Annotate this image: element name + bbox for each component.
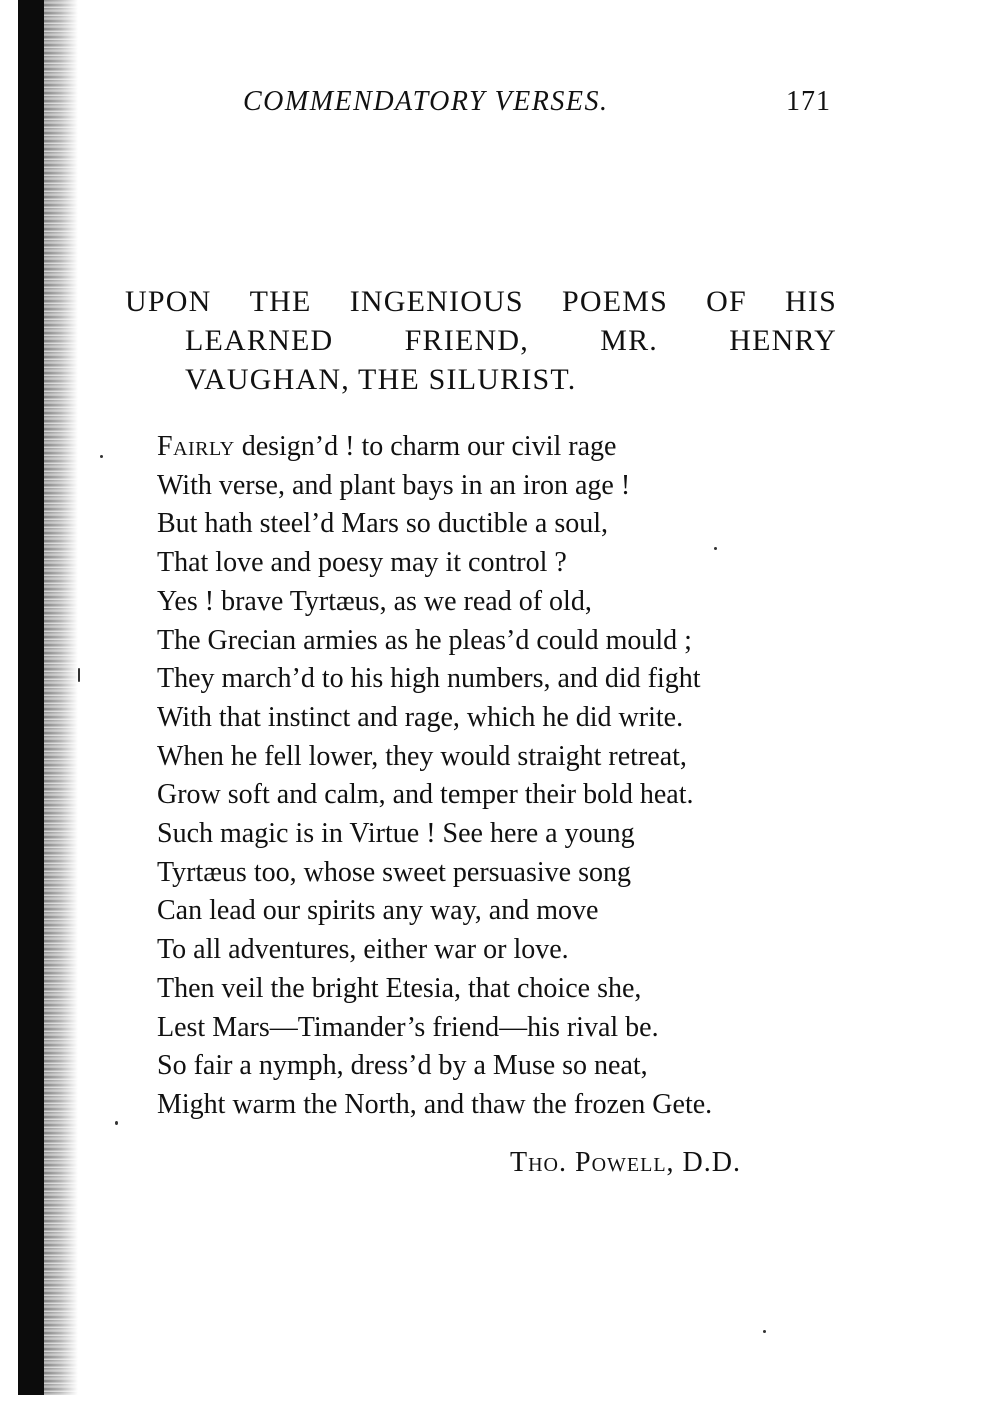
poem-line: With that instinct and rage, which he did write. (157, 701, 684, 733)
poem-line: Lest Mars—Timander’s friend—his rival be. (157, 1011, 659, 1043)
poem-line: When he fell lower, they would straight retreat, (157, 740, 687, 772)
poem-line: Grow soft and calm, and temper their bold heat. (157, 779, 694, 811)
poem-line: To all adventures, either war or love. (157, 934, 569, 966)
page-binding-shadow (0, 0, 80, 1417)
title-word: HENRY (729, 324, 837, 357)
poem-line: Such magic is in Virtue ! See here a young (157, 818, 635, 850)
title-word: POEMS (561, 285, 668, 318)
print-speck (100, 455, 103, 458)
poem-line: That love and poesy may it control ? (157, 547, 567, 579)
print-speck (714, 547, 717, 550)
poem-line: Then veil the bright Etesia, that choice she, (157, 972, 642, 1004)
title-word: OF (706, 285, 747, 318)
author-signature: Tho. Powell, D.D. (510, 1147, 741, 1178)
binding-edge (18, 0, 44, 1395)
title-word: FRIEND, (404, 324, 529, 357)
title-line-1 (125, 282, 837, 321)
print-speck (78, 668, 80, 682)
print-speck (115, 1121, 118, 1125)
poem-line: Can lead our spirits any way, and move (157, 895, 599, 927)
poem-line: With verse, and plant bays in an iron age ! (157, 469, 631, 501)
title-word: THE (249, 285, 312, 318)
title-word: HIS (785, 285, 837, 318)
poem-line: But hath steel’d Mars so ductible a soul, (157, 508, 609, 540)
title-word: INGENIOUS (349, 285, 524, 318)
page-number: 171 (786, 86, 831, 117)
title-word: MR. (600, 324, 658, 357)
opening-word: Fairly (157, 431, 235, 462)
poem-line: The Grecian armies as he pleas’d could mould ; (157, 624, 692, 656)
title-word: LEARNED (185, 324, 334, 357)
poem-line: So fair a nymph, dress’d by a Muse so neat, (157, 1050, 648, 1082)
poem-body (157, 428, 712, 1125)
title-line-2 (125, 321, 837, 360)
poem-line: Might warm the North, and thaw the frozen Gete. (157, 1088, 713, 1120)
poem-title (125, 282, 837, 399)
opening-line-text: design’d ! to charm our civil rage (234, 431, 617, 462)
title-line-3: VAUGHAN, THE SILURIST. (185, 363, 577, 396)
title-word: UPON (125, 285, 212, 318)
binding-fade (44, 0, 78, 1395)
print-speck (763, 1330, 766, 1333)
poem-line: Yes ! brave Tyrtæus, as we read of old, (157, 585, 592, 617)
poem-line: Tyrtæus too, whose sweet persuasive song (157, 856, 631, 888)
poem-line: They march’d to his high numbers, and did fight (157, 663, 701, 695)
poem-line-1 (157, 428, 712, 467)
running-title: COMMENDATORY VERSES. (243, 86, 609, 117)
